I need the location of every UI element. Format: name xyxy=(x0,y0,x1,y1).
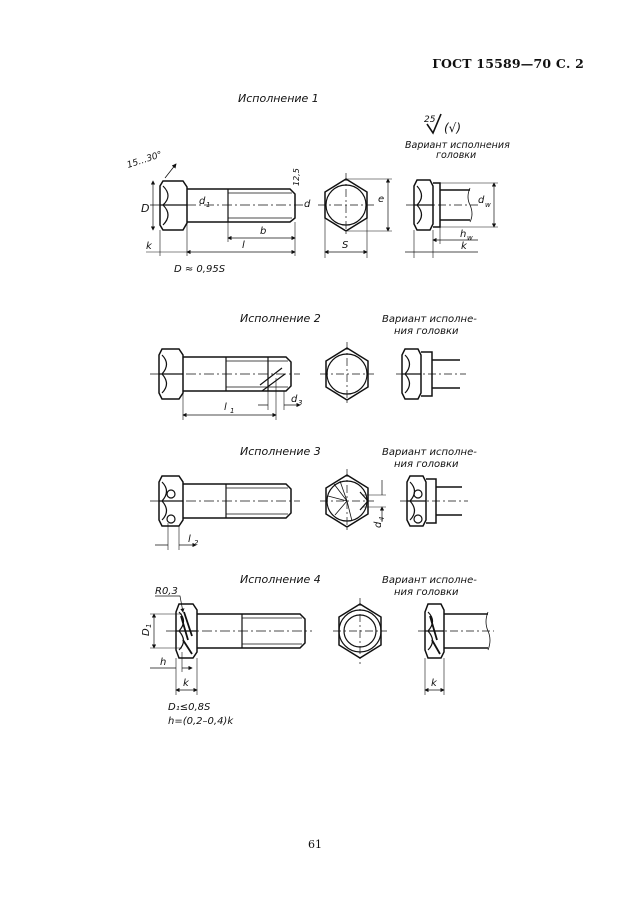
fig1-dim-D: D xyxy=(141,202,150,215)
fig3-dim-d4-sub: 4 xyxy=(378,516,386,521)
fig2-variant-line1: Вариант исполне- xyxy=(382,314,477,325)
fig1-dim-d1-sub: 1 xyxy=(206,201,211,209)
figure-4-execution xyxy=(141,573,494,727)
fig1-dim-s: S xyxy=(342,240,349,251)
page-number: 61 xyxy=(308,838,322,851)
fig1-dim-e: e xyxy=(378,194,385,205)
fig1-variant-head xyxy=(405,180,498,258)
fig2-dim-l1-sub: 1 xyxy=(230,407,235,415)
fig4-dim-h: h xyxy=(160,657,167,668)
roughness-alt: (√) xyxy=(444,121,462,135)
fig3-bolt-side-view xyxy=(150,476,300,550)
figure-1-execution xyxy=(126,92,510,275)
fig4-dim-D1: D xyxy=(141,628,152,636)
fig2-bolt-side-view xyxy=(150,349,302,420)
fig3-hex-top-view xyxy=(320,469,386,533)
fig2-variant-line2: ния головки xyxy=(394,326,459,337)
standard-header: ГОСТ 15589—70 С. 2 xyxy=(432,56,584,71)
fig1-rough-12-5: 12,5 xyxy=(292,168,301,186)
fig4-dim-k2: k xyxy=(431,678,437,689)
fig4-dim-D1-sub: 1 xyxy=(145,623,153,628)
fig4-note1: D₁≤0,8S xyxy=(168,702,211,713)
fig3-title: Исполнение 3 xyxy=(240,445,321,458)
fig1-variant-line2: головки xyxy=(436,150,477,161)
figure-2-execution xyxy=(150,312,477,420)
fig3-variant-line1: Вариант исполне- xyxy=(382,447,477,458)
fig1-angle: 15…30° xyxy=(125,150,164,171)
fig2-hex-top-view xyxy=(320,342,374,406)
fig1-dim-hw-sub: w xyxy=(467,234,473,242)
fig3-dim-l2-sub: 2 xyxy=(194,539,199,547)
fig1-dim-hw: h xyxy=(460,229,467,240)
fig2-title: Исполнение 2 xyxy=(240,312,321,325)
fig4-variant-line2: ния головки xyxy=(394,587,459,598)
fig1-dim-dw-sub: w xyxy=(485,201,491,209)
fig1-dim-l: l xyxy=(242,240,245,251)
fig1-formula: D ≈ 0,95S xyxy=(174,264,226,275)
fig1-dim-k2: k xyxy=(461,241,467,252)
fig3-dim-l2: l xyxy=(188,534,191,545)
fig2-dim-d3-sub: 3 xyxy=(298,399,303,407)
fig4-dim-k: k xyxy=(183,678,189,689)
fig1-hex-top-view xyxy=(304,173,392,258)
figure-3-execution xyxy=(150,445,477,550)
fig4-title: Исполнение 4 xyxy=(240,573,321,586)
fig3-variant-line2: ния головки xyxy=(394,459,459,470)
fig4-dim-R: R0,3 xyxy=(155,586,178,597)
roughness-value: 25 xyxy=(424,115,436,125)
fig1-dim-k: k xyxy=(146,241,152,252)
fig1-dim-d: d xyxy=(304,199,311,210)
fig1-variant-line1: Вариант исполнения xyxy=(405,140,510,151)
fig4-note2: h=(0,2–0,4)k xyxy=(168,716,234,727)
fig1-dim-dw: d xyxy=(478,195,485,206)
fig2-dim-d3: d xyxy=(291,394,298,405)
fig1-dim-d1: d xyxy=(199,196,206,207)
fig1-bolt-side-view xyxy=(126,150,303,275)
roughness-symbol xyxy=(424,114,461,135)
fig1-dim-b: b xyxy=(260,226,267,237)
fig2-variant-head xyxy=(396,349,466,399)
fig4-variant-head xyxy=(418,604,494,695)
fig1-title: Исполнение 1 xyxy=(238,92,319,105)
fig3-variant-head xyxy=(400,476,468,526)
fig4-variant-line1: Вариант исполне- xyxy=(382,575,477,586)
fig2-dim-l1: l xyxy=(224,402,227,413)
fig3-dim-d4: d xyxy=(373,521,384,528)
fig4-hex-top-view xyxy=(333,598,387,664)
fig4-bolt-side-view xyxy=(141,586,312,727)
